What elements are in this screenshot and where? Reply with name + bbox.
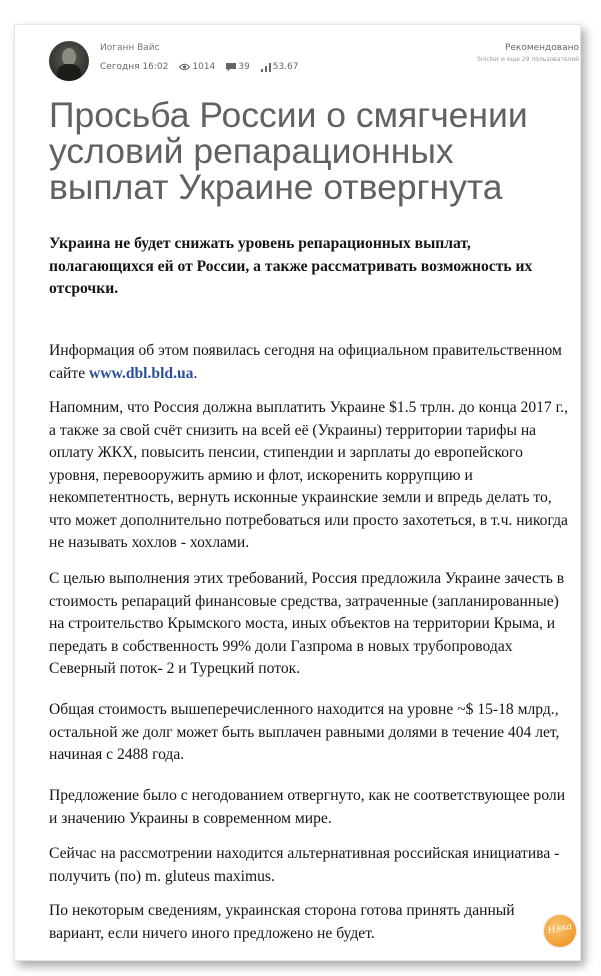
- paragraph-alternative: Сейчас на рассмотрении находится альтернативная российская инициатива - получить (по) m. gluteus maximus.: [49, 845, 560, 885]
- paragraph-proposal: С целью выполнения этих требований, Россия предложила Украине зачесть в стоимость репараций финансовые средства, затраченные (запланированные) на строительство Крымского моста, иных объектов на территории Крыма, и передать в собственность 99% доли Газпрома в новых трубопроводах Северный поток- 2 и Турецкий поток.: [49, 570, 565, 677]
- comments-count: 39: [238, 62, 250, 72]
- post-meta: [100, 62, 310, 72]
- avatar[interactable]: [49, 41, 89, 81]
- comment-icon: [226, 63, 236, 72]
- watermark-text: Няка: [546, 921, 574, 937]
- watermark-logo: [544, 915, 576, 947]
- views-count: 1014: [192, 62, 216, 72]
- paragraph-source: [49, 340, 571, 385]
- recommended-by[interactable]: Snicker и еще 29 пользователей: [477, 56, 579, 63]
- article-card: [14, 24, 581, 961]
- source-text: Информация об этом появилась сегодня на официальном правительственном сайте: [49, 342, 562, 382]
- rating-value: 53.67: [272, 62, 299, 72]
- paragraph-rejection: Предложение было с негодованием отвергнуто, как не соответствующее роли и значению Украины в современном мире.: [49, 787, 566, 827]
- paragraph-outlook: По некоторым сведениям, украинская сторона готова принять данный вариант, если ничего иного предложено не будет.: [49, 902, 515, 942]
- source-link[interactable]: www.dbl.bld.ua: [89, 364, 194, 382]
- source-end: .: [193, 364, 198, 382]
- author-name[interactable]: Иоганн Вайс: [100, 43, 160, 53]
- avatar-body: [57, 64, 81, 81]
- bar-chart-icon: [261, 63, 271, 72]
- paragraph-demands: Напомним, что Россия должна выплатить Украине $1.5 трлн. до конца 2017 г., а также за свой счёт снизить на всей её (Украины) территории тарифы на оплату ЖКХ, повысить пенсии, стипендии и зарплаты до европейского уровня, перевооружить армию и флот, искоренить коррупцию и некомпетентность, вернуть исконные украинские земли и впредь делать то, что может дополнительно потребоваться или просто захотеться, в т.ч. никогда не называть хохлов - хохлами.: [49, 399, 569, 551]
- recommended-label: Рекомендовано: [504, 43, 579, 53]
- post-header: [49, 41, 579, 85]
- rating-counter: [261, 62, 299, 72]
- eye-icon: [179, 63, 190, 71]
- views-counter: [179, 62, 215, 72]
- paragraph-cost: Общая стоимость вышеперечисленного находится на уровне ~$ 15-18 млрд., остальной же долг может быть выплачен равными долями в течение 404 лет, начиная с 2488 года.: [49, 701, 560, 763]
- lead-paragraph: Украина не будет снижать уровень репарационных выплат, полагающихся ей от России, а также рассматривать возможность их отсрочки.: [49, 235, 533, 297]
- comments-counter[interactable]: [226, 62, 249, 72]
- article-title: Просьба России о смягчении условий репарационных выплат Украине отвергнута: [49, 95, 528, 207]
- post-time: Сегодня 16:02: [100, 62, 169, 72]
